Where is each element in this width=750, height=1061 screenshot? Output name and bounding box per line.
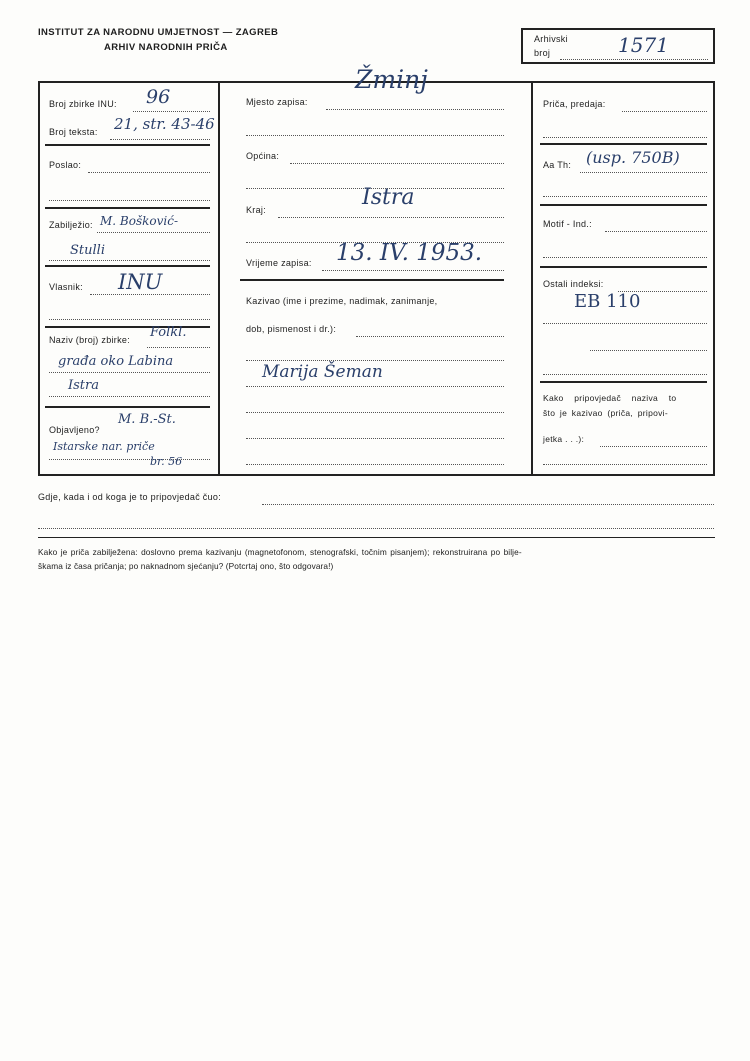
left-rule-1 (45, 144, 210, 146)
kako-zabiljezena-line-1: Kako je priča zabilježena: doslovno prema kazivanju (magnetofonom, stenografski, točnim pisanjem); rekonstruirana po bilje- (38, 547, 522, 557)
bottom-rule (38, 537, 715, 538)
prica-line-1 (622, 111, 707, 112)
kako-naziva-line-1 (600, 446, 707, 447)
kako-naziva-line-2 (543, 464, 707, 465)
right-rule-3 (540, 266, 707, 268)
mjesto-line-2 (246, 135, 504, 136)
aa-th-line-2 (543, 196, 707, 197)
archive-number-label-2: broj (534, 48, 551, 58)
vrijeme-line (322, 270, 504, 271)
vlasnik-value: INU (118, 270, 163, 294)
ostali-line-3 (590, 350, 707, 351)
motif-line-1 (605, 231, 707, 232)
kako-naziva-label-3: jetka . . .): (543, 434, 585, 444)
naziv-zbirke-label: Naziv (broj) zbirke: (49, 335, 131, 345)
poslao-line-1 (88, 172, 210, 173)
left-rule-2 (45, 207, 210, 209)
prica-predaja-label: Priča, predaja: (543, 99, 606, 109)
kazivao-line-3 (246, 386, 504, 387)
right-rule-4 (540, 381, 707, 383)
vrijeme-zapisa-value: 13. IV. 1953. (336, 240, 483, 266)
kazivao-line-4 (246, 412, 504, 413)
vrijeme-zapisa-label: Vrijeme zapisa: (246, 258, 312, 268)
opcina-line-1 (290, 163, 504, 164)
kraj-line-1 (278, 217, 504, 218)
archive-number-line (560, 59, 708, 60)
objavljeno-label: Objavljeno? (49, 425, 100, 435)
opcina-label: Općina: (246, 151, 280, 161)
motif-line-2 (543, 257, 707, 258)
motif-ind-label: Motif - Ind.: (543, 219, 592, 229)
gdje-kada-label: Gdje, kada i od koga je to pripovjedač čuo: (38, 492, 222, 502)
gdje-line-1 (262, 504, 714, 505)
objavljeno-value-3: br. 56 (150, 455, 183, 468)
zabiljezio-line-1 (97, 232, 210, 233)
column-divider-right (531, 81, 533, 476)
kraj-value: Istra (362, 185, 415, 210)
ostali-indeksi-value: EB 110 (574, 291, 641, 312)
broj-teksta-label: Broj teksta: (49, 127, 98, 137)
naziv-value-1: Folkl. (150, 325, 187, 340)
objavljeno-value-2: Istarske nar. priče (53, 440, 155, 453)
institute-title: INSTITUT ZA NARODNU UMJETNOST — ZAGREB (38, 27, 279, 38)
objavljeno-line (49, 459, 210, 460)
column-divider-left (218, 81, 220, 476)
kako-naziva-label-2: što je kazivao (priča, pripovi- (543, 408, 669, 418)
naziv-line-1 (147, 347, 210, 348)
broj-zbirke-line (133, 111, 210, 112)
archive-number-label-1: Arhivski (534, 34, 568, 44)
broj-zbirke-value: 96 (146, 86, 171, 108)
archive-title: ARHIV NARODNIH PRIČA (104, 42, 228, 53)
vlasnik-line-2 (49, 319, 210, 320)
kazivao-value: Marija Šeman (262, 362, 383, 382)
poslao-line-2 (49, 200, 210, 201)
zabiljezio-value-2: Stulli (70, 243, 105, 258)
gdje-line-2 (38, 528, 714, 529)
zabiljezio-value-1: M. Bošković- (100, 214, 179, 228)
vlasnik-line-1 (90, 294, 210, 295)
zabiljezio-label: Zabilježio: (49, 220, 93, 230)
aa-th-label: Aa Th: (543, 160, 572, 170)
mjesto-line-1 (326, 109, 504, 110)
kazivao-line-5 (246, 438, 504, 439)
objavljeno-value-1: M. B.-St. (118, 412, 176, 427)
ostali-line-4 (543, 374, 707, 375)
kazivao-label-1: Kazivao (ime i prezime, nadimak, zanimanje, (246, 296, 438, 306)
broj-teksta-line (110, 139, 210, 140)
kako-naziva-label-1: Kako pripovjedač naziva to (543, 393, 677, 403)
kraj-label: Kraj: (246, 205, 267, 215)
ostali-indeksi-label: Ostali indeksi: (543, 279, 604, 289)
kazivao-line-2 (246, 360, 504, 361)
kazivao-line-1 (356, 336, 504, 337)
kazivao-label-2: dob, pismenost i dr.): (246, 324, 337, 334)
kazivao-line-6 (246, 464, 504, 465)
ostali-line-2 (543, 323, 707, 324)
mjesto-zapisa-value: Žminj (355, 65, 428, 94)
kako-zabiljezena-line-2: škama iz časa pričanja; po naknadnom sjećanju? (Potcrtaj ono, što odgovara!) (38, 561, 334, 571)
zabiljezio-line-2 (49, 260, 210, 261)
middle-rule (240, 279, 504, 281)
left-rule-3 (45, 265, 210, 267)
poslao-label: Poslao: (49, 160, 82, 170)
broj-zbirke-label: Broj zbirke INU: (49, 99, 117, 109)
prica-line-2 (543, 137, 707, 138)
left-rule-5 (45, 406, 210, 408)
naziv-line-2 (49, 372, 210, 373)
right-rule-2 (540, 204, 707, 206)
archive-number-value: 1571 (618, 33, 669, 57)
right-rule-1 (540, 143, 707, 145)
vlasnik-label: Vlasnik: (49, 282, 83, 292)
mjesto-zapisa-label: Mjesto zapisa: (246, 97, 308, 107)
naziv-line-3 (49, 396, 210, 397)
broj-teksta-value: 21, str. 43-46 (114, 115, 215, 133)
naziv-value-2: građa oko Labina (58, 354, 174, 369)
aa-th-value: (usp. 750B) (586, 148, 680, 167)
naziv-value-3: Istra (68, 378, 99, 393)
aa-th-line-1 (580, 172, 707, 173)
